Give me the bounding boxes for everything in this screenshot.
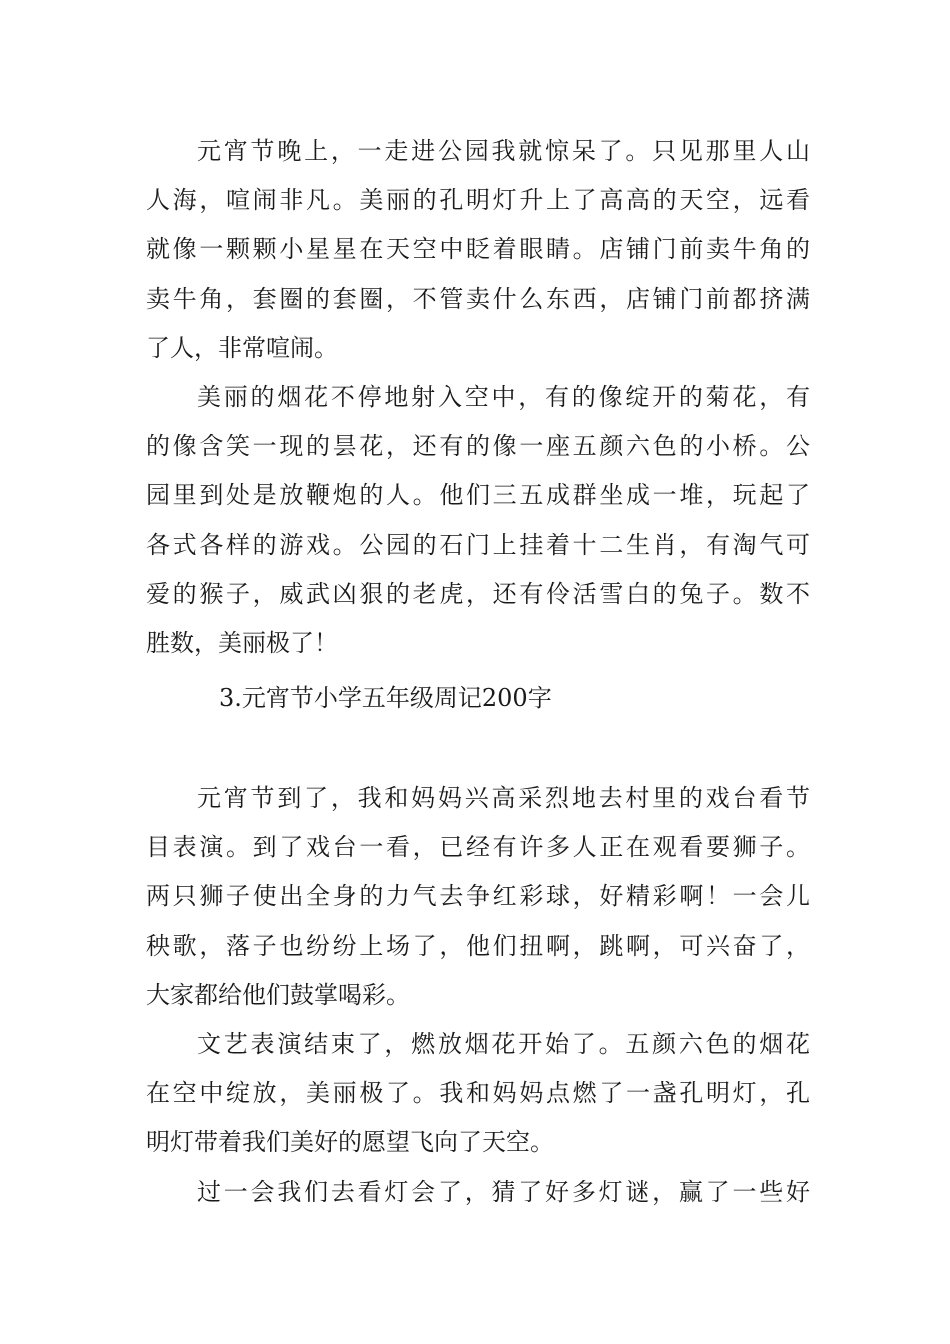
text-line: 大家都给他们鼓掌喝彩。 (146, 980, 410, 1009)
text-line: 的像含笑一现的昙花，还有的像一座五颜六色的小桥。公 (146, 432, 810, 461)
text-line: 卖牛角，套圈的套圈，不管卖什么东西，店铺门前都挤满 (146, 284, 810, 313)
paragraph-2 (146, 373, 810, 668)
text-line: 了人，非常喧闹。 (146, 333, 338, 362)
text-line: 胜数，美丽极了！ (146, 628, 338, 657)
section-heading: 3.元宵节小学五年级周记200字 (219, 684, 552, 712)
paragraph-4 (146, 1020, 810, 1168)
text-line: 文艺表演结束了，燃放烟花开始了。五颜六色的烟花 (197, 1030, 810, 1058)
text-line: 目表演。到了戏台一看，已经有许多人正在观看要狮子。 (146, 833, 810, 862)
text-line: 两只狮子使出全身的力气去争红彩球，好精彩啊！一会儿 (146, 882, 810, 911)
text-line: 明灯带着我们美好的愿望飞向了天空。 (146, 1128, 554, 1157)
text-line: 园里到处是放鞭炮的人。他们三五成群坐成一堆，玩起了 (146, 481, 810, 510)
text-line: 人海，喧闹非凡。美丽的孔明灯升上了高高的天空，远看 (146, 186, 810, 215)
text-line: 元宵节到了，我和妈妈兴高采烈地去村里的戏台看节 (197, 784, 810, 812)
paragraph-3 (146, 774, 810, 1020)
text-line: 过一会我们去看灯会了，猜了好多灯谜，赢了一些好 (197, 1178, 810, 1206)
text-line: 在空中绽放，美丽极了。我和妈妈点燃了一盏孔明灯，孔 (146, 1079, 810, 1108)
text-line: 秧歌，落子也纷纷上场了，他们扭啊，跳啊，可兴奋了， (146, 931, 810, 960)
text-line: 就像一颗颗小星星在天空中眨着眼睛。店铺门前卖牛角的 (146, 235, 810, 264)
text-line: 美丽的烟花不停地射入空中，有的像绽开的菊花，有 (197, 383, 810, 411)
paragraph-5 (146, 1168, 810, 1217)
text-line: 爱的猴子，威武凶狠的老虎，还有伶活雪白的兔子。数不 (146, 579, 810, 608)
paragraph-1 (146, 127, 810, 373)
text-line: 各式各样的游戏。公园的石门上挂着十二生肖，有淘气可 (146, 530, 810, 559)
text-line: 元宵节晚上，一走进公园我就惊呆了。只见那里人山 (197, 137, 810, 165)
